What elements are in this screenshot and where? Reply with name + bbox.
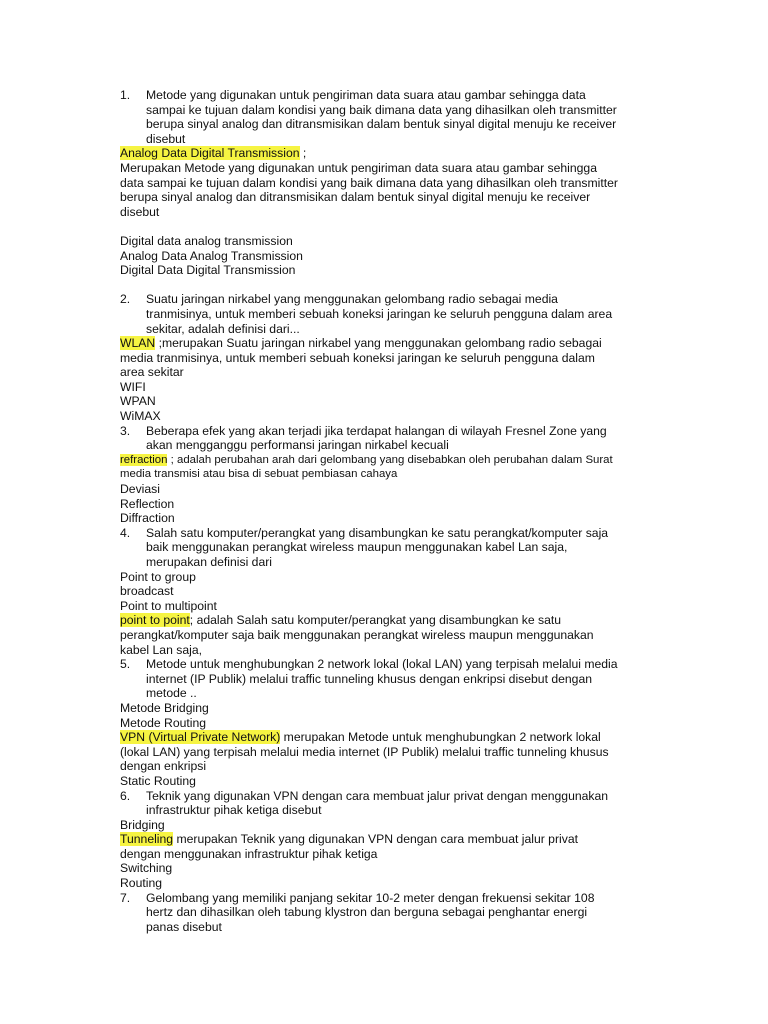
option: WIFI <box>120 379 146 394</box>
option: Digital data analog transmission <box>120 233 293 248</box>
explanation-4: ; adalah Salah satu komputer/perangkat yang disambungkan ke satu perangkat/komputer saja baik menggunakan perangkat wireless maupun menggunakan kabel Lan saja, <box>120 613 594 657</box>
answer-5 <box>120 730 620 774</box>
question-text: Metode yang digunakan untuk pengiriman data suara atau gambar sehingga data sampai ke tujuan dalam kondisi yang baik dimana data yang dihasilkan oleh transmitter berupa sinyal analog dan ditransmisikan dalam bentuk sinyal digital menuju ke receiver disebut <box>146 88 617 146</box>
option: Deviasi <box>120 482 160 497</box>
option: Bridging <box>120 817 165 832</box>
question-4 <box>120 526 620 570</box>
question-number: 3. <box>120 423 131 438</box>
option: Point to group <box>120 569 196 584</box>
answer-separator: ; <box>299 146 307 161</box>
explanation-5: merupakan Metode untuk menghubungkan 2 network lokal (lokal LAN) yang terpisah melalui media internet (IP Publik) melalui traffic tunneling khusus dengan enkripsi <box>120 730 609 774</box>
option: Routing <box>120 876 163 891</box>
option: WiMAX <box>120 409 161 424</box>
answer-1 <box>120 146 620 161</box>
question-3 <box>120 424 620 453</box>
option: Digital Data Digital Transmission <box>120 263 296 278</box>
answer-4 <box>120 613 620 657</box>
option: Metode Routing <box>120 715 207 730</box>
highlighted-answer: Tunneling <box>120 832 174 847</box>
question-number: 5. <box>120 657 131 672</box>
highlighted-answer: VPN (Virtual Private Network) <box>120 730 281 745</box>
question-number: 2. <box>120 292 131 307</box>
option: Diffraction <box>120 511 175 526</box>
explanation-2: ;merupakan Suatu jaringan nirkabel yang menggunakan gelombang radio sebagai media tranmisinya, untuk memberi sebuah koneksi jaringan ke seluruh pengguna dalam area sekitar <box>120 336 602 380</box>
answer-2 <box>120 336 620 380</box>
quiz-document <box>120 88 620 934</box>
option: broadcast <box>120 584 174 599</box>
question-number: 7. <box>120 890 131 905</box>
question-text: Salah satu komputer/perangkat yang disambungkan ke satu perangkat/komputer saja baik menggunakan perangkat wireless maupun menggunakan kabel Lan saja, merupakan definisi dari <box>146 525 609 569</box>
explanation-1: Merupakan Metode yang digunakan untuk pengiriman data suara atau gambar sehingga data sampai ke tujuan dalam kondisi yang baik dimana data yang dihasilkan oleh transmitter berupa sinyal analog dan ditransmisikan dalam bentuk sinyal digital menuju ke receiver disebut <box>120 160 618 219</box>
question-text: Suatu jaringan nirkabel yang menggunakan gelombang radio sebagai media tranmisinya, untuk memberi sebuah koneksi jaringan ke seluruh pengguna dalam area sekitar, adalah definisi dari... <box>146 292 613 336</box>
highlighted-answer: Analog Data Digital Transmission <box>120 146 300 161</box>
explanation-3: ; adalah perubahan arah dari gelombang yang disebabkan oleh perubahan dalam Surat media transmisi atau bisa di sebuat pembiasan cahaya <box>120 453 613 481</box>
question-number: 1. <box>120 88 131 102</box>
answer-3 <box>120 453 620 482</box>
question-number: 6. <box>120 788 131 803</box>
question-text: Teknik yang digunakan VPN dengan cara membuat jalur privat dengan menggunakan infrastruktur pihak ketiga disebut <box>146 788 609 818</box>
question-text: Gelombang yang memiliki panjang sekitar 10-2 meter dengan frekuensi sekitar 108 hertz dan dihasilkan oleh tabung klystron dan berguna sebagai penghantar energi panas disebut <box>146 890 595 934</box>
question-7 <box>120 891 620 935</box>
option: WPAN <box>120 394 156 409</box>
explanation-6: merupakan Teknik yang digunakan VPN dengan cara membuat jalur privat dengan menggunakan infrastruktur pihak ketiga <box>120 832 578 861</box>
option: Analog Data Analog Transmission <box>120 248 303 263</box>
option: Reflection <box>120 496 175 511</box>
question-2 <box>120 292 620 336</box>
answer-6 <box>120 832 620 861</box>
spacer <box>120 219 620 234</box>
option: Point to multipoint <box>120 598 217 613</box>
highlighted-answer: point to point <box>120 613 190 628</box>
option: Metode Bridging <box>120 700 209 715</box>
question-1 <box>120 88 620 146</box>
spacer <box>120 278 620 293</box>
question-number: 4. <box>120 525 131 540</box>
question-6 <box>120 789 620 818</box>
option: Static Routing <box>120 773 196 788</box>
highlighted-answer: refraction <box>120 453 168 466</box>
highlighted-answer: WLAN <box>120 336 156 351</box>
question-text: Metode untuk menghubungkan 2 network lokal (lokal LAN) yang terpisah melalui media internet (IP Publik) melalui traffic tunneling khusus dengan enkripsi disebut dengan metode .. <box>146 657 618 701</box>
option: Switching <box>120 861 173 876</box>
question-5 <box>120 657 620 701</box>
question-text: Beberapa efek yang akan terjadi jika terdapat halangan di wilayah Fresnel Zone yang akan mengganggu performansi jaringan nirkabel kecuali <box>146 423 607 453</box>
